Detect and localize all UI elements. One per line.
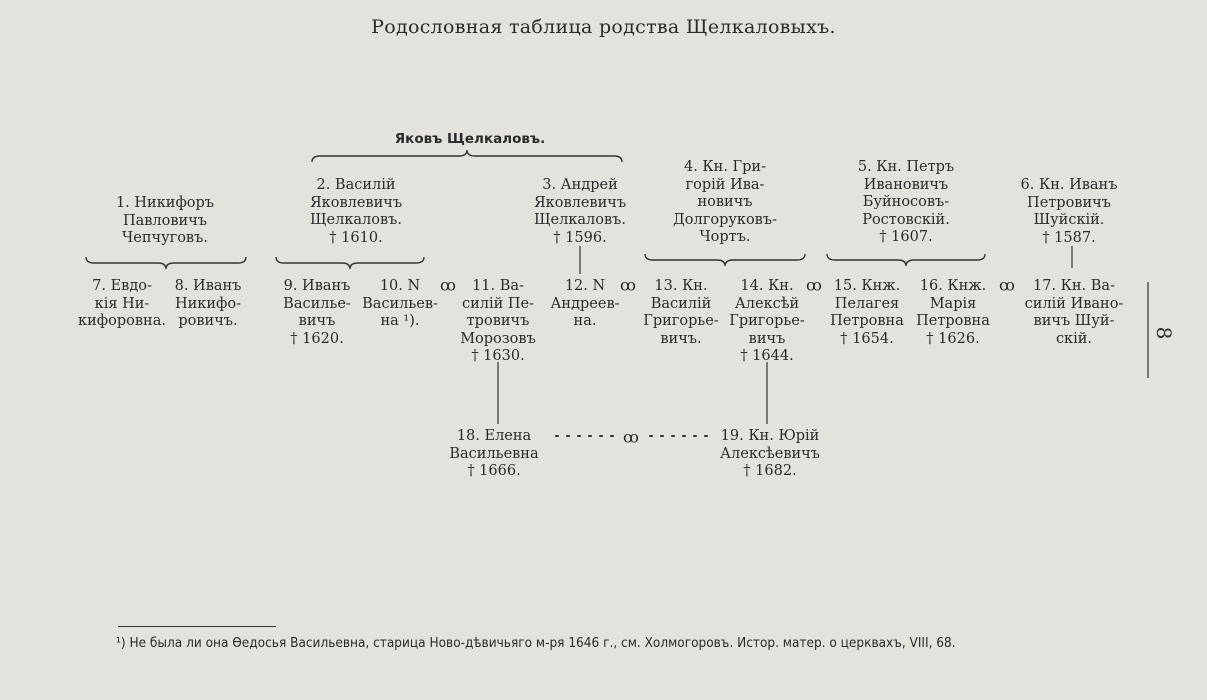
person-8: 8. Иванъ Никифо- ровичъ.: [174, 278, 242, 329]
person-13: 13. Кн. Василій Григорье- вичъ.: [643, 278, 719, 347]
person-3: 3. Андрей Яковлевичъ Щелкаловъ. † 1596.: [533, 177, 627, 246]
person-5: 5. Кн. Петръ Ивановичъ Буйносовъ- Ростовскій. † 1607.: [857, 159, 955, 245]
marriage-symbol-14-15: ꝏ: [806, 275, 822, 295]
person-12: 12. N Андреев- на.: [550, 278, 620, 329]
children-brace-5: [827, 254, 985, 266]
footnote: ¹) Не была ли она Ѳедосья Васильевна, старица Ново-дѣвичьяго м-ря 1646 г., см. Холмогоровъ. Истор. матер. о церквахъ, VIII, 68.: [116, 635, 956, 651]
marriage-symbol-16-17: ꝏ: [999, 275, 1015, 295]
person-18: 18. Елена Васильевна † 1666.: [449, 428, 539, 479]
person-9: 9. Иванъ Василье- вичъ † 1620.: [283, 278, 351, 347]
root-person: Яковъ Щелкаловъ.: [394, 131, 546, 147]
person-6: 6. Кн. Иванъ Петровичъ Шуйскій. † 1587.: [1020, 177, 1118, 246]
person-1: 1. Никифоръ Павловичъ Чепчуговъ.: [115, 195, 215, 246]
children-brace-4: [645, 254, 805, 266]
person-15: 15. Кнж. Пелагея Петровна † 1654.: [830, 278, 904, 347]
person-19: 19. Кн. Юрій Алексѣевичъ † 1682.: [720, 428, 820, 479]
children-brace-2: [276, 257, 424, 269]
marriage-symbol-18-19: ꝏ: [623, 427, 639, 447]
person-7: 7. Евдо- кія Ни- кифоровна.: [78, 278, 166, 329]
person-14: 14. Кн. Алексѣй Григорье- вичъ † 1644.: [729, 278, 805, 364]
person-11: 11. Ва- силій Пе- тровичъ Морозовъ † 1630.: [460, 278, 536, 364]
page-title: Родословная таблица родства Щелкаловыхъ.: [371, 16, 836, 38]
root-brace: [312, 150, 622, 162]
children-brace-1: [86, 257, 246, 269]
person-16: 16. Кнж. Марія Петровна † 1626.: [916, 278, 990, 347]
person-10: 10. N Васильев- на ¹).: [362, 278, 438, 329]
footnote-divider: [118, 626, 276, 627]
marriage-symbol-10-11: ꝏ: [440, 275, 456, 295]
person-17: 17. Кн. Ва- силій Ивано- вичъ Шуй- скій.: [1024, 278, 1124, 347]
person-2: 2. Василій Яковлевичъ Щелкаловъ. † 1610.: [309, 177, 403, 246]
marriage-symbol-12-13: ꝏ: [620, 275, 636, 295]
person-4: 4. Кн. Гри- горій Ива- новичъ Долгоруковъ- Чортъ.: [673, 159, 777, 245]
page-number: 8: [1152, 326, 1176, 340]
